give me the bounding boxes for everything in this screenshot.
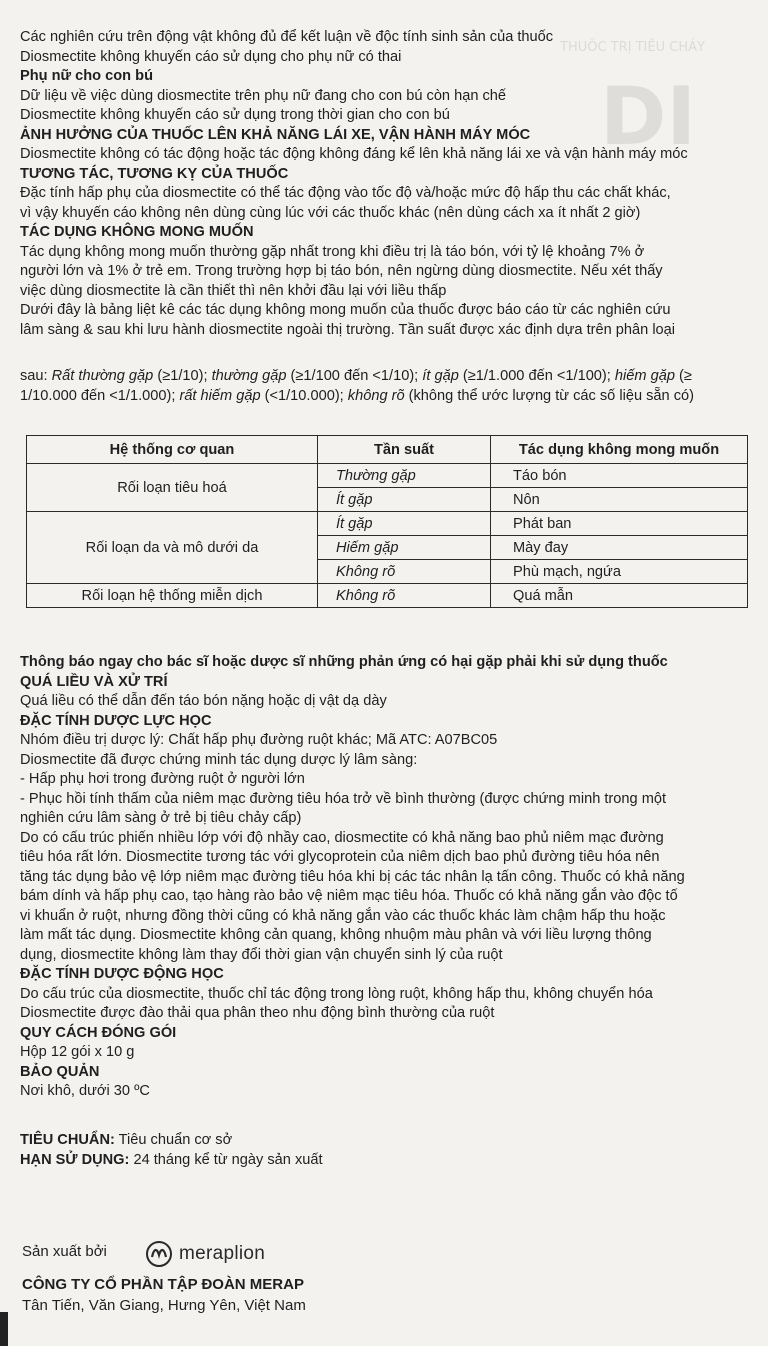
frequency-range: (không thể ước lượng từ các số liệu sẵn có) <box>404 387 694 404</box>
bottom-text-line: làm mất tác dụng. Diosmectite không cản quang, không nhuộm màu phân và với liều lượng thông <box>20 927 652 943</box>
frequency-cell: Ít gặp <box>318 488 491 512</box>
adverse-effects-table <box>26 435 748 608</box>
header-adverse-effect: Tác dụng không mong muốn <box>491 436 748 464</box>
adverse-effect-cell: Nôn <box>491 488 748 512</box>
bottom-text-line: vi khuẩn ở ruột, nhưng đồng thời cũng có khả năng gắn vào các thuốc khác làm chậm hấp thu hoặc <box>20 907 666 924</box>
frequency-term: Rất thường gặp <box>51 368 154 384</box>
frequency-range: 1/10.000 đến <1/1.000); <box>20 387 180 404</box>
reverse-side-bleed-logo: DI <box>600 70 697 163</box>
bottom-heading: Thông báo ngay cho bác sĩ hoặc dược sĩ những phản ứng có hại gặp phải khi sử dụng thuốc <box>20 654 668 670</box>
top-text-line: Đặc tính hấp phụ của diosmectite có thể tác động vào tốc độ và/hoặc mức độ hấp thu các chất khác, <box>20 185 671 201</box>
top-text-line: Dưới đây là bảng liệt kê các tác dụng không mong muốn của thuốc được báo cáo từ các nghiên cứu <box>20 302 671 318</box>
adverse-effect-cell: Quá mẫn <box>491 584 748 608</box>
adverse-effect-cell: Mày đay <box>491 536 748 560</box>
bottom-text-line: tiêu hóa rất lớn. Diosmectite tương tác với glycoprotein của niêm dịch bao phủ đường tiêu hóa nên <box>20 849 660 865</box>
frequency-range: (≥ <box>674 368 692 384</box>
header-organ-system: Hệ thống cơ quan <box>27 436 318 464</box>
bottom-text-line: - Phục hồi tính thấm của niêm mạc đường tiêu hóa trở về bình thường (được chứng minh trong một <box>20 790 667 807</box>
adverse-effect-cell: Phát ban <box>491 512 748 536</box>
top-text-line: Tác dụng không mong muốn thường gặp nhất trong khi điều trị là táo bón, với tỷ lệ khoảng 7% ở <box>20 243 645 260</box>
top-heading: TÁC DỤNG KHÔNG MONG MUỐN <box>20 224 254 240</box>
frequency-cell: Thường gặp <box>318 464 491 488</box>
frequency-line-1 <box>20 367 760 387</box>
bottom-heading: ĐẶC TÍNH DƯỢC ĐỘNG HỌC <box>20 966 224 982</box>
bottom-text-line: nghiên cứu lâm sàng ở trẻ bị tiêu chảy cấp) <box>20 810 302 826</box>
shelf-life-value: 24 tháng kể từ ngày sản xuất <box>129 1151 323 1168</box>
made-by-label: Sản xuất bởi <box>22 1243 107 1260</box>
frequency-term: thường gặp <box>211 368 287 384</box>
shelf-life-line <box>20 1151 760 1171</box>
frequency-term: rất hiếm gặp <box>179 387 261 404</box>
top-text-line: Các nghiên cứu trên động vật không đủ để kết luận về độc tính sinh sản của thuốc <box>20 29 554 45</box>
frequency-range: (≥1/10); <box>153 368 212 384</box>
frequency-range: sau: <box>20 368 52 384</box>
bottom-text-line: - Hấp phụ hơi trong đường ruột ở người lớn <box>20 771 305 787</box>
standard-label: TIÊU CHUẨN: <box>20 1132 115 1148</box>
table-row <box>27 584 748 608</box>
standard-and-shelf-life <box>20 1131 760 1170</box>
shelf-life-label: HẠN SỬ DỤNG: <box>20 1151 130 1168</box>
standard-value: Tiêu chuẩn cơ sở <box>114 1132 233 1148</box>
frequency-cell: Hiếm gặp <box>318 536 491 560</box>
bottom-text-line: Diosmectite được đào thải qua phân theo nhu động bình thường của ruột <box>20 1005 495 1021</box>
bottom-text-line: Nơi khô, dưới 30 ºC <box>20 1083 150 1099</box>
bottom-text-line: Quá liều có thể dẫn đến táo bón nặng hoặc dị vật dạ dày <box>20 693 387 709</box>
meraplion-logo-icon <box>145 1240 173 1268</box>
bottom-text-line: Do cấu trúc của diosmectite, thuốc chỉ tác động trong lòng ruột, không hấp thu, không chuyển hóa <box>20 985 653 1002</box>
organ-system-cell: Rối loạn da và mô dưới da <box>27 512 318 584</box>
top-text-line: Diosmectite không khuyến cáo sử dụng cho phụ nữ có thai <box>20 48 402 65</box>
top-heading: TƯƠNG TÁC, TƯƠNG KỴ CỦA THUỐC <box>20 165 289 182</box>
bottom-heading: QUÁ LIỀU VÀ XỬ TRÍ <box>20 673 168 690</box>
bottom-text-line: tăng tác dụng bảo vệ lớp niêm mạc đường tiêu hóa khi bị các tác nhân lạ tấn công. Thuốc có khả năng <box>20 868 685 885</box>
frequency-cell: Ít gặp <box>318 512 491 536</box>
top-text-line: lâm sàng & sau khi lưu hành diosmectite ngoài thị trường. Tần suất được xác định dựa trên phân loại <box>20 321 676 338</box>
manufacturer-logo <box>145 1240 265 1268</box>
frequency-definition <box>20 367 760 406</box>
frequency-cell: Không rõ <box>318 560 491 584</box>
logo-wordmark: meraplion <box>179 1243 266 1264</box>
frequency-cell: Không rõ <box>318 584 491 608</box>
standard-line <box>20 1131 760 1151</box>
bottom-text-line: Do có cấu trúc phiến nhiều lớp với độ nhầy cao, diosmectite có khả năng bao phủ niêm mạc đường <box>20 829 664 846</box>
bottom-heading: QUY CÁCH ĐÓNG GÓI <box>20 1024 177 1041</box>
page-edge-mark <box>0 1312 8 1346</box>
top-text-line: vì vậy khuyến cáo không nên dùng cùng lúc với các thuốc khác (nên dùng cách xa ít nhất 2 giờ) <box>20 204 641 221</box>
header-frequency: Tần suất <box>318 436 491 464</box>
bottom-heading: BẢO QUẢN <box>20 1063 100 1080</box>
adverse-effect-cell: Táo bón <box>491 464 748 488</box>
top-heading: Phụ nữ cho con bú <box>20 68 153 84</box>
organ-system-cell: Rối loạn hệ thống miễn dịch <box>27 584 318 608</box>
frequency-line-2 <box>20 387 760 407</box>
leaflet-top-section <box>20 28 754 340</box>
table-row <box>27 464 748 488</box>
bottom-text-line: dụng, diosmectite không làm thay đổi thời gian vận chuyển sinh lý của ruột <box>20 946 503 963</box>
frequency-term: không rõ <box>347 387 405 404</box>
adverse-effect-cell: Phù mạch, ngứa <box>491 560 748 584</box>
top-text-line: Diosmectite không có tác động hoặc tác động không đáng kể lên khả năng lái xe và vận hành máy móc <box>20 146 688 162</box>
company-address: Tân Tiến, Văn Giang, Hưng Yên, Việt Nam <box>22 1297 306 1314</box>
top-text-line: người lớn và 1% ở trẻ em. Trong trường hợp bị táo bón, nên ngừng dùng diosmectite. Nếu xét thấy <box>20 263 663 279</box>
frequency-range: (<1/10.000); <box>260 387 348 404</box>
reverse-side-bleed-text: THUỐC TRỊ TIÊU CHẢY <box>560 40 705 55</box>
organ-system-cell: Rối loạn tiêu hoá <box>27 464 318 512</box>
bottom-text-line: Hộp 12 gói x 10 g <box>20 1044 135 1060</box>
table-row <box>27 512 748 536</box>
bottom-heading: ĐẶC TÍNH DƯỢC LỰC HỌC <box>20 712 212 729</box>
bottom-text-line: bám dính và hấp phụ cao, tạo hàng rào bảo vệ niêm mạc tiêu hóa. Thuốc có khả năng gắn vào độc tố <box>20 888 678 904</box>
frequency-range: (≥1/100 đến <1/10); <box>286 368 423 384</box>
bottom-text-line: Nhóm điều trị dược lý: Chất hấp phụ đường ruột khác; Mã ATC: A07BC05 <box>20 732 498 748</box>
frequency-term: ít gặp <box>422 368 459 384</box>
table-header-row <box>27 436 748 464</box>
top-text-line: Diosmectite không khuyến cáo sử dụng trong thời gian cho con bú <box>20 107 450 123</box>
top-text-line: Dữ liệu về việc dùng diosmectite trên phụ nữ đang cho con bú còn hạn chế <box>20 87 507 104</box>
frequency-range: (≥1/1.000 đến <1/100); <box>458 368 615 384</box>
leaflet-bottom-section <box>20 653 760 1102</box>
frequency-term: hiếm gặp <box>614 368 675 384</box>
top-heading: ẢNH HƯỞNG CỦA THUỐC LÊN KHẢ NĂNG LÁI XE, VẬN HÀNH MÁY MÓC <box>20 126 531 143</box>
bottom-text-line: Diosmectite đã được chứng minh tác dụng dược lý lâm sàng: <box>20 751 418 768</box>
top-text-line: việc dùng diosmectite là cần thiết thì nên khởi đầu lại với liều thấp <box>20 282 447 299</box>
company-name: CÔNG TY CỔ PHẦN TẬP ĐOÀN MERAP <box>22 1276 304 1293</box>
